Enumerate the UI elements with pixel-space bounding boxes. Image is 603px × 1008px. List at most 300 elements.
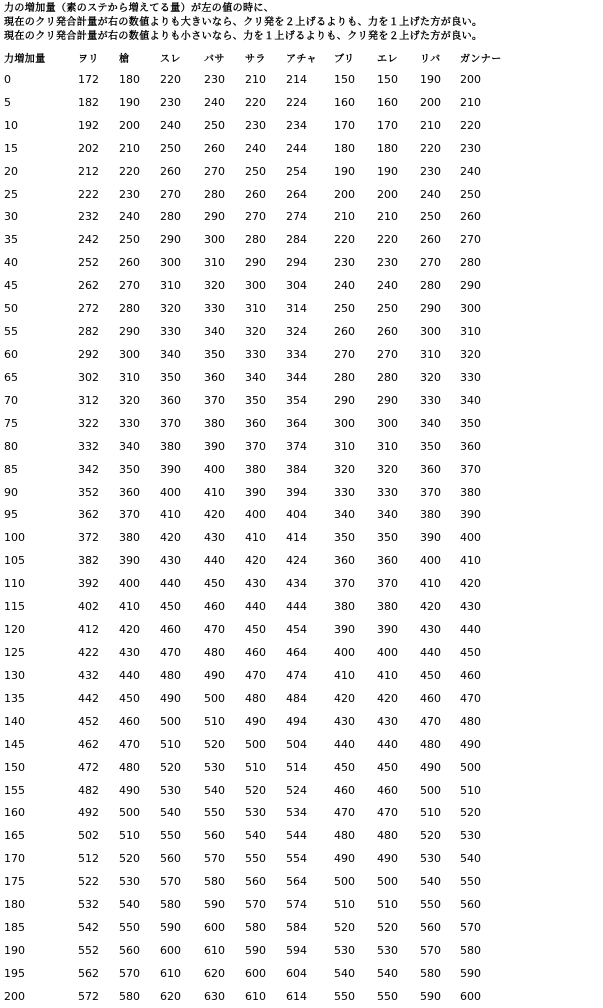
table-cell: 500 bbox=[160, 714, 181, 728]
table-cell: 260 bbox=[245, 187, 266, 201]
table-cell: 600 bbox=[460, 989, 481, 1003]
table-cell: 480 bbox=[204, 646, 225, 659]
table-row bbox=[0, 962, 520, 985]
table-cell: 500 bbox=[245, 737, 266, 751]
table-cell: 290 bbox=[334, 393, 355, 407]
table-cell: 210 bbox=[420, 118, 441, 132]
table-cell: 550 bbox=[460, 875, 481, 889]
table-cell: 510 bbox=[119, 829, 140, 843]
table-cell: 70 bbox=[4, 393, 18, 407]
table-cell: 560 bbox=[204, 829, 225, 843]
table-cell: 210 bbox=[377, 210, 398, 224]
table-cell: 362 bbox=[78, 508, 99, 522]
table-cell: 190 bbox=[4, 943, 25, 957]
intro-line-3: 現在のクリ発合計量が右の数値よりも小さいなら、力を１上げるよりも、クリ発を２上げた方が良い。 bbox=[4, 31, 483, 42]
table-cell: 310 bbox=[204, 256, 225, 270]
table-cell: 430 bbox=[334, 714, 355, 728]
table-cell: 374 bbox=[286, 439, 307, 453]
table-cell: 310 bbox=[377, 439, 398, 453]
table-cell: 620 bbox=[160, 989, 181, 1003]
table-cell: 540 bbox=[119, 898, 140, 912]
threshold-table bbox=[0, 46, 520, 1008]
table-cell: 470 bbox=[377, 806, 398, 820]
table-cell: 480 bbox=[460, 714, 481, 728]
table-cell: 512 bbox=[78, 852, 99, 866]
table-cell: 470 bbox=[334, 806, 355, 820]
table-cell: 220 bbox=[245, 95, 266, 109]
column-header: リバ bbox=[420, 53, 441, 65]
table-cell: 280 bbox=[420, 279, 441, 293]
table-cell: 350 bbox=[160, 370, 181, 384]
table-row bbox=[0, 68, 520, 91]
table-cell: 522 bbox=[78, 875, 99, 889]
table-cell: 410 bbox=[420, 577, 441, 591]
table-cell: 434 bbox=[286, 577, 307, 591]
table-cell: 290 bbox=[420, 302, 441, 316]
table-cell: 270 bbox=[119, 279, 140, 293]
table-cell: 95 bbox=[4, 508, 18, 522]
table-cell: 390 bbox=[204, 439, 225, 453]
table-cell: 230 bbox=[420, 164, 441, 178]
table-cell: 322 bbox=[78, 416, 99, 430]
table-cell: 490 bbox=[160, 691, 181, 705]
table-cell: 282 bbox=[78, 325, 99, 339]
table-cell: 490 bbox=[420, 760, 441, 774]
table-cell: 450 bbox=[377, 760, 398, 774]
table-cell: 400 bbox=[245, 508, 266, 522]
table-row bbox=[0, 228, 520, 251]
table-cell: 242 bbox=[78, 233, 99, 247]
table-cell: 120 bbox=[4, 623, 25, 637]
table-cell: 160 bbox=[334, 95, 355, 109]
table-row bbox=[0, 160, 520, 183]
table-cell: 340 bbox=[334, 508, 355, 522]
table-cell: 364 bbox=[286, 416, 307, 430]
table-row bbox=[0, 641, 520, 664]
table-cell: 320 bbox=[420, 370, 441, 384]
table-cell: 530 bbox=[245, 806, 266, 820]
table-cell: 610 bbox=[204, 943, 225, 957]
table-cell: 420 bbox=[245, 554, 266, 568]
column-header: ヲリ bbox=[78, 53, 99, 65]
table-cell: 340 bbox=[119, 439, 140, 453]
table-cell: 220 bbox=[377, 233, 398, 247]
column-header: 力増加量 bbox=[4, 53, 46, 65]
table-row bbox=[0, 549, 520, 572]
table-cell: 175 bbox=[4, 875, 25, 889]
table-cell: 330 bbox=[334, 485, 355, 499]
table-cell: 510 bbox=[204, 714, 225, 728]
table-cell: 240 bbox=[420, 187, 441, 201]
table-cell: 330 bbox=[377, 485, 398, 499]
table-cell: 392 bbox=[78, 577, 99, 591]
table-cell: 422 bbox=[78, 646, 99, 659]
table-cell: 240 bbox=[460, 164, 481, 178]
table-cell: 470 bbox=[204, 623, 225, 637]
table-cell: 270 bbox=[160, 187, 181, 201]
table-cell: 360 bbox=[334, 554, 355, 568]
table-cell: 520 bbox=[160, 760, 181, 774]
table-row bbox=[0, 504, 520, 527]
table-cell: 500 bbox=[204, 691, 225, 705]
table-cell: 460 bbox=[245, 646, 266, 659]
table-cell: 180 bbox=[119, 72, 140, 86]
table-cell: 360 bbox=[119, 485, 140, 499]
table-cell: 230 bbox=[377, 256, 398, 270]
table-cell: 560 bbox=[245, 875, 266, 889]
table-cell: 430 bbox=[420, 623, 441, 637]
table-cell: 462 bbox=[78, 737, 99, 751]
table-cell: 550 bbox=[204, 806, 225, 820]
table-cell: 340 bbox=[204, 325, 225, 339]
table-cell: 380 bbox=[460, 485, 481, 499]
table-cell: 180 bbox=[4, 898, 25, 912]
table-row bbox=[0, 114, 520, 137]
table-cell: 544 bbox=[286, 829, 307, 843]
table-cell: 520 bbox=[420, 829, 441, 843]
table-cell: 520 bbox=[377, 921, 398, 935]
table-cell: 350 bbox=[377, 531, 398, 545]
table-row bbox=[0, 733, 520, 756]
table-row bbox=[0, 893, 520, 916]
table-row bbox=[0, 481, 520, 504]
table-cell: 300 bbox=[334, 416, 355, 430]
table-cell: 230 bbox=[460, 141, 481, 155]
table-cell: 30 bbox=[4, 210, 18, 224]
table-row bbox=[0, 366, 520, 389]
table-cell: 490 bbox=[377, 852, 398, 866]
table-header bbox=[0, 46, 520, 68]
table-cell: 580 bbox=[204, 875, 225, 889]
table-cell: 254 bbox=[286, 164, 307, 178]
table-cell: 380 bbox=[119, 531, 140, 545]
table-cell: 400 bbox=[420, 554, 441, 568]
table-cell: 390 bbox=[377, 623, 398, 637]
table-cell: 224 bbox=[286, 95, 307, 109]
table-cell: 390 bbox=[334, 623, 355, 637]
table-cell: 470 bbox=[119, 737, 140, 751]
table-cell: 260 bbox=[420, 233, 441, 247]
table-cell: 500 bbox=[420, 783, 441, 797]
table-cell: 380 bbox=[245, 462, 266, 476]
table-cell: 354 bbox=[286, 393, 307, 407]
table-cell: 400 bbox=[460, 531, 481, 545]
table-cell: 170 bbox=[4, 852, 25, 866]
table-row bbox=[0, 939, 520, 962]
table-cell: 530 bbox=[160, 783, 181, 797]
table-cell: 60 bbox=[4, 348, 18, 362]
table-cell: 420 bbox=[460, 577, 481, 591]
table-cell: 442 bbox=[78, 691, 99, 705]
table-cell: 240 bbox=[160, 118, 181, 132]
table-cell: 220 bbox=[460, 118, 481, 132]
table-cell: 244 bbox=[286, 141, 307, 155]
table-cell: 424 bbox=[286, 554, 307, 568]
table-row bbox=[0, 572, 520, 595]
table-cell: 370 bbox=[420, 485, 441, 499]
table-cell: 500 bbox=[460, 760, 481, 774]
table-cell: 240 bbox=[119, 210, 140, 224]
table-cell: 530 bbox=[377, 943, 398, 957]
table-cell: 390 bbox=[245, 485, 266, 499]
table-cell: 440 bbox=[420, 646, 441, 659]
table-cell: 300 bbox=[204, 233, 225, 247]
table-cell: 290 bbox=[460, 279, 481, 293]
table-cell: 130 bbox=[4, 668, 25, 682]
table-cell: 390 bbox=[460, 508, 481, 522]
table-cell: 420 bbox=[160, 531, 181, 545]
table-cell: 262 bbox=[78, 279, 99, 293]
table-cell: 40 bbox=[4, 256, 18, 270]
table-cell: 125 bbox=[4, 646, 25, 659]
table-cell: 25 bbox=[4, 187, 18, 201]
table-cell: 450 bbox=[204, 577, 225, 591]
table-cell: 170 bbox=[334, 118, 355, 132]
table-cell: 360 bbox=[160, 393, 181, 407]
table-cell: 440 bbox=[245, 600, 266, 614]
table-cell: 384 bbox=[286, 462, 307, 476]
table-cell: 510 bbox=[334, 898, 355, 912]
table-cell: 290 bbox=[245, 256, 266, 270]
table-cell: 524 bbox=[286, 783, 307, 797]
table-cell: 250 bbox=[160, 141, 181, 155]
table-cell: 590 bbox=[420, 989, 441, 1003]
table-cell: 160 bbox=[4, 806, 25, 820]
table-cell: 370 bbox=[334, 577, 355, 591]
table-cell: 220 bbox=[160, 72, 181, 86]
table-cell: 490 bbox=[245, 714, 266, 728]
table-cell: 350 bbox=[245, 393, 266, 407]
table-cell: 382 bbox=[78, 554, 99, 568]
table-cell: 300 bbox=[460, 302, 481, 316]
table-cell: 290 bbox=[119, 325, 140, 339]
table-cell: 410 bbox=[334, 668, 355, 682]
table-cell: 520 bbox=[460, 806, 481, 820]
table-cell: 200 bbox=[377, 187, 398, 201]
table-cell: 280 bbox=[160, 210, 181, 224]
table-cell: 220 bbox=[119, 164, 140, 178]
table-cell: 500 bbox=[334, 875, 355, 889]
table-cell: 552 bbox=[78, 943, 99, 957]
table-row bbox=[0, 870, 520, 893]
table-cell: 270 bbox=[245, 210, 266, 224]
table-cell: 450 bbox=[245, 623, 266, 637]
table-cell: 340 bbox=[460, 393, 481, 407]
table-cell: 580 bbox=[420, 966, 441, 980]
table-cell: 350 bbox=[119, 462, 140, 476]
table-cell: 604 bbox=[286, 966, 307, 980]
table-cell: 250 bbox=[334, 302, 355, 316]
table-row bbox=[0, 206, 520, 229]
table-row bbox=[0, 526, 520, 549]
table-row bbox=[0, 664, 520, 687]
table-cell: 190 bbox=[420, 72, 441, 86]
table-cell: 550 bbox=[377, 989, 398, 1003]
table-cell: 390 bbox=[420, 531, 441, 545]
table-cell: 360 bbox=[420, 462, 441, 476]
table-cell: 630 bbox=[204, 989, 225, 1003]
table-cell: 260 bbox=[377, 325, 398, 339]
table-cell: 440 bbox=[334, 737, 355, 751]
table-cell: 200 bbox=[334, 187, 355, 201]
table-cell: 80 bbox=[4, 439, 18, 453]
intro-text bbox=[0, 0, 603, 44]
table-cell: 400 bbox=[160, 485, 181, 499]
table-cell: 360 bbox=[204, 370, 225, 384]
table-cell: 450 bbox=[460, 646, 481, 659]
table-cell: 110 bbox=[4, 577, 25, 591]
table-cell: 380 bbox=[377, 600, 398, 614]
table-cell: 472 bbox=[78, 760, 99, 774]
table-cell: 360 bbox=[245, 416, 266, 430]
table-row bbox=[0, 91, 520, 114]
table-cell: 410 bbox=[160, 508, 181, 522]
table-cell: 510 bbox=[160, 737, 181, 751]
table-cell: 150 bbox=[377, 72, 398, 86]
table-cell: 330 bbox=[420, 393, 441, 407]
table-cell: 550 bbox=[245, 852, 266, 866]
table-cell: 150 bbox=[4, 760, 25, 774]
table-row bbox=[0, 412, 520, 435]
table-cell: 240 bbox=[377, 279, 398, 293]
table-cell: 284 bbox=[286, 233, 307, 247]
table-cell: 330 bbox=[460, 370, 481, 384]
table-cell: 182 bbox=[78, 95, 99, 109]
table-cell: 460 bbox=[377, 783, 398, 797]
table-cell: 300 bbox=[377, 416, 398, 430]
table-cell: 540 bbox=[420, 875, 441, 889]
table-cell: 404 bbox=[286, 508, 307, 522]
table-cell: 290 bbox=[377, 393, 398, 407]
table-cell: 352 bbox=[78, 485, 99, 499]
table-cell: 500 bbox=[119, 806, 140, 820]
table-cell: 430 bbox=[160, 554, 181, 568]
table-cell: 310 bbox=[245, 302, 266, 316]
table-cell: 480 bbox=[119, 760, 140, 774]
table-cell: 270 bbox=[334, 348, 355, 362]
table-cell: 185 bbox=[4, 921, 25, 935]
table-cell: 530 bbox=[204, 760, 225, 774]
table-cell: 350 bbox=[204, 348, 225, 362]
table-cell: 370 bbox=[460, 462, 481, 476]
table-cell: 270 bbox=[204, 164, 225, 178]
table-cell: 394 bbox=[286, 485, 307, 499]
table-cell: 310 bbox=[334, 439, 355, 453]
table-row bbox=[0, 343, 520, 366]
table-cell: 290 bbox=[204, 210, 225, 224]
column-header: 槍 bbox=[119, 53, 130, 65]
table-cell: 534 bbox=[286, 806, 307, 820]
table-cell: 240 bbox=[204, 95, 225, 109]
table-cell: 210 bbox=[245, 72, 266, 86]
table-cell: 420 bbox=[204, 508, 225, 522]
table-cell: 252 bbox=[78, 256, 99, 270]
table-cell: 440 bbox=[204, 554, 225, 568]
table-cell: 420 bbox=[420, 600, 441, 614]
table-cell: 340 bbox=[420, 416, 441, 430]
table-cell: 195 bbox=[4, 966, 25, 980]
table-cell: 280 bbox=[204, 187, 225, 201]
table-cell: 410 bbox=[460, 554, 481, 568]
column-header: バサ bbox=[204, 53, 225, 65]
table-cell: 570 bbox=[245, 898, 266, 912]
table-cell: 570 bbox=[460, 921, 481, 935]
table-cell: 250 bbox=[420, 210, 441, 224]
table-cell: 234 bbox=[286, 118, 307, 132]
table-cell: 550 bbox=[334, 989, 355, 1003]
table-cell: 480 bbox=[160, 668, 181, 682]
table-cell: 520 bbox=[245, 783, 266, 797]
table-cell: 314 bbox=[286, 302, 307, 316]
table-cell: 90 bbox=[4, 485, 18, 499]
table-cell: 400 bbox=[377, 646, 398, 659]
table-cell: 484 bbox=[286, 691, 307, 705]
table-cell: 115 bbox=[4, 600, 25, 614]
table-cell: 300 bbox=[160, 256, 181, 270]
table-cell: 172 bbox=[78, 72, 99, 86]
table-cell: 450 bbox=[334, 760, 355, 774]
table-cell: 200 bbox=[4, 989, 25, 1003]
table-cell: 562 bbox=[78, 966, 99, 980]
table-cell: 564 bbox=[286, 875, 307, 889]
table-cell: 320 bbox=[245, 325, 266, 339]
table-cell: 330 bbox=[204, 302, 225, 316]
table-cell: 230 bbox=[204, 72, 225, 86]
table-cell: 420 bbox=[119, 623, 140, 637]
column-header: アチャ bbox=[286, 53, 317, 65]
table-cell: 590 bbox=[204, 898, 225, 912]
table-cell: 15 bbox=[4, 141, 18, 155]
table-cell: 540 bbox=[204, 783, 225, 797]
table-cell: 572 bbox=[78, 989, 99, 1003]
table-cell: 334 bbox=[286, 348, 307, 362]
table-cell: 540 bbox=[460, 852, 481, 866]
table-cell: 270 bbox=[460, 233, 481, 247]
table-cell: 380 bbox=[160, 439, 181, 453]
table-cell: 280 bbox=[334, 370, 355, 384]
intro-line-2: 現在のクリ発合計量が右の数値よりも大きいなら、クリ発を２上げるよりも、力を１上げた方が良い。 bbox=[4, 17, 483, 28]
table-cell: 270 bbox=[377, 348, 398, 362]
table-cell: 190 bbox=[334, 164, 355, 178]
table-cell: 430 bbox=[245, 577, 266, 591]
table-cell: 460 bbox=[160, 623, 181, 637]
table-cell: 270 bbox=[420, 256, 441, 270]
table-cell: 530 bbox=[334, 943, 355, 957]
table-cell: 310 bbox=[460, 325, 481, 339]
table-cell: 50 bbox=[4, 302, 18, 316]
table-cell: 260 bbox=[119, 256, 140, 270]
table-cell: 200 bbox=[460, 72, 481, 86]
table-cell: 570 bbox=[420, 943, 441, 957]
table-cell: 460 bbox=[460, 668, 481, 682]
table-cell: 294 bbox=[286, 256, 307, 270]
table-cell: 480 bbox=[334, 829, 355, 843]
table-cell: 400 bbox=[119, 577, 140, 591]
table-cell: 304 bbox=[286, 279, 307, 293]
table-cell: 45 bbox=[4, 279, 18, 293]
table-cell: 320 bbox=[334, 462, 355, 476]
table-cell: 260 bbox=[334, 325, 355, 339]
table-cell: 440 bbox=[160, 577, 181, 591]
table-cell: 600 bbox=[160, 943, 181, 957]
table-cell: 440 bbox=[377, 737, 398, 751]
table-cell: 410 bbox=[119, 600, 140, 614]
table-cell: 600 bbox=[204, 921, 225, 935]
table-cell: 85 bbox=[4, 462, 18, 476]
table-cell: 504 bbox=[286, 737, 307, 751]
table-cell: 520 bbox=[204, 737, 225, 751]
table-cell: 460 bbox=[334, 783, 355, 797]
